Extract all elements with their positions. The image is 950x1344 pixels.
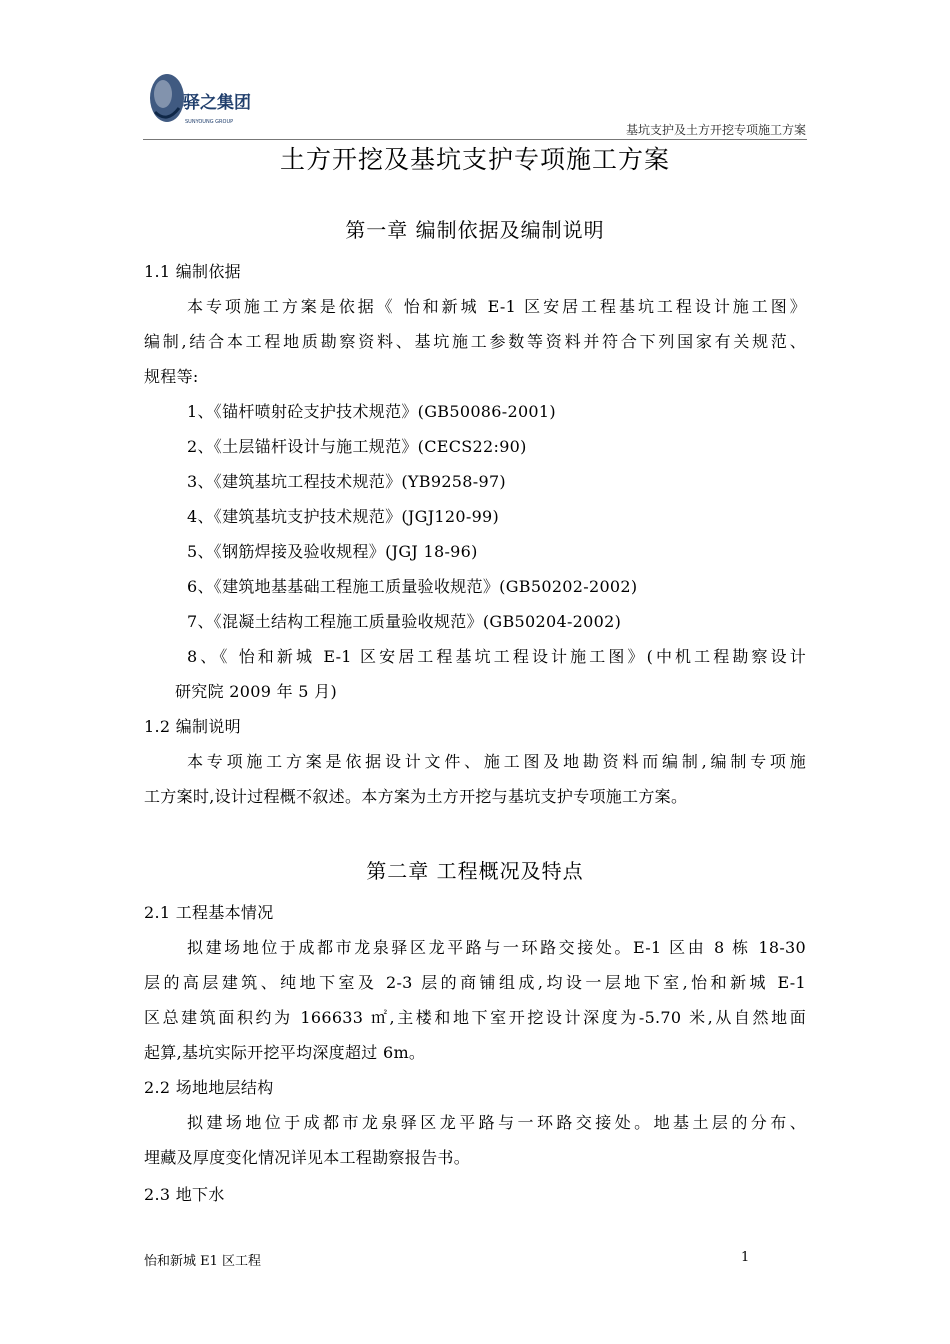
paragraph-line: 工方案时,设计过程概不叙述。本方案为土方开挖与基坑支护专项施工方案。 (144, 787, 688, 806)
page-number: 1 (741, 1250, 750, 1265)
section-1-1-heading: 1.1 编制依据 (144, 262, 241, 281)
list-item-continuation: 研究院 2009 年 5 月) (175, 682, 337, 701)
paragraph-line: 起算,基坑实际开挖平均深度超过 6m。 (144, 1043, 426, 1062)
chapter-2-heading: 第二章 工程概况及特点 (366, 859, 584, 883)
paragraph-line: 层的高层建筑、纯地下室及 2-3 层的商铺组成,均设一层地下室,怡和新城 E-1 (144, 973, 806, 992)
paragraph-line: 编制,结合本工程地质勘察资料、基坑施工参数等资料并符合下列国家有关规范、 (144, 332, 806, 351)
section-1-2-heading: 1.2 编制说明 (144, 717, 241, 736)
paragraph-line: 埋藏及厚度变化情况详见本工程勘察报告书。 (144, 1148, 471, 1167)
chapter-1-heading: 第一章 编制依据及编制说明 (345, 218, 605, 242)
paragraph-line: 规程等: (144, 367, 199, 386)
section-2-1-heading: 2.1 工程基本情况 (144, 903, 274, 922)
list-item: 7、《混凝土结构工程施工质量验收规范》(GB50204-2002) (187, 612, 622, 631)
company-logo (143, 68, 251, 130)
list-item: 2、《土层锚杆设计与施工规范》(CECS22:90) (187, 437, 527, 456)
list-item: 4、《建筑基坑支护技术规范》(JGJ120-99) (187, 507, 500, 526)
paragraph-line: 本专项施工方案是依据设计文件、施工图及地勘资料而编制,编制专项施 (187, 752, 806, 771)
footer-project: 怡和新城 E1 区工程 (144, 1254, 262, 1269)
logo-subtext: SUNYOUNG GROUP (185, 119, 234, 125)
section-2-3-heading: 2.3 地下水 (144, 1185, 225, 1204)
document-title: 土方开挖及基坑支护专项施工方案 (279, 145, 670, 174)
paragraph-line: 区总建筑面积约为 166633 ㎡,主楼和地下室开挖设计深度为-5.70 米,从自然地面 (144, 1008, 806, 1027)
list-item: 3、《建筑基坑工程技术规范》(YB9258-97) (187, 472, 506, 491)
paragraph-line: 本专项施工方案是依据《 怡和新城 E-1 区安居工程基坑工程设计施工图》 (187, 297, 806, 316)
list-item: 5、《钢筋焊接及验收规程》(JGJ 18-96) (187, 542, 478, 561)
running-header: 基坑支护及土方开挖专项施工方案 (625, 123, 806, 137)
paragraph-line: 拟建场地位于成都市龙泉驿区龙平路与一环路交接处。地基土层的分布、 (187, 1113, 806, 1132)
list-item: 8、《 怡和新城 E-1 区安居工程基坑工程设计施工图》(中机工程勘察设计 (187, 647, 806, 666)
list-item: 6、《建筑地基基础工程施工质量验收规范》(GB50202-2002) (187, 577, 638, 596)
list-item: 1、《锚杆喷射砼支护技术规范》(GB50086-2001) (187, 402, 556, 421)
section-2-2-heading: 2.2 场地地层结构 (144, 1078, 274, 1097)
paragraph-line: 拟建场地位于成都市龙泉驿区龙平路与一环路交接处。E-1 区由 8 栋 18-30 (187, 938, 806, 957)
logo-text: 驿之集团 (183, 93, 251, 113)
